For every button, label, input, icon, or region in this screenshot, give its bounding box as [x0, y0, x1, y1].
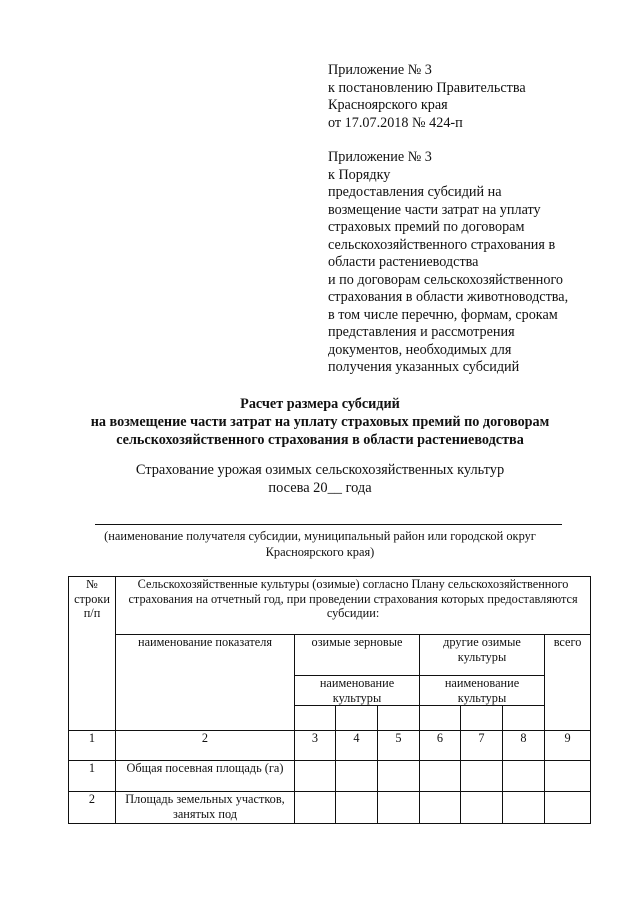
table-cell: [378, 706, 420, 731]
table-cell: [545, 792, 591, 824]
row-label: Общая посевная площадь (га): [116, 761, 295, 792]
table-cell: [503, 761, 545, 792]
appendix-line: возмещение части затрат на уплату: [328, 201, 541, 218]
appendix-line: представления и рассмотрения: [328, 324, 515, 340]
recipient-blank-line: [95, 524, 562, 525]
header-total: всего: [545, 635, 591, 731]
header-crops: Сельскохозяйственные культуры (озимые) согласно Плану сельскохозяйственного страхования на отчетный год, при проведении страхования которых предоставляются субсидии:: [116, 577, 591, 635]
column-number: 8: [503, 731, 545, 761]
table-cell: [420, 761, 461, 792]
document-title: [0, 395, 640, 449]
table-cell: [336, 761, 378, 792]
row-number: 2: [69, 792, 116, 824]
column-number: 4: [336, 731, 378, 761]
appendix-line: страховых премий по договорам: [328, 219, 525, 235]
header-other-winter: другие озимые культуры: [420, 635, 545, 676]
table-cell: [295, 792, 336, 824]
title-line-1: Расчет размера субсидий: [240, 396, 400, 412]
table-cell: [503, 792, 545, 824]
appendix-line: области растениеводства: [328, 254, 479, 270]
table-row: [69, 761, 591, 792]
table-row: [69, 792, 591, 824]
table-cell: [336, 706, 378, 731]
document-subtitle: [0, 461, 640, 497]
appendix-line: Приложение № 3: [328, 149, 432, 165]
table-cell: [461, 706, 503, 731]
appendix-line: к постановлению Правительства: [328, 79, 526, 96]
title-line-3: сельскохозяйственного страхования в области растениеводства: [116, 432, 524, 448]
row-number: 1: [69, 761, 116, 792]
appendix-line: к Порядку: [328, 166, 391, 183]
column-number: 7: [461, 731, 503, 761]
table-cell: [336, 792, 378, 824]
table-cell: [378, 792, 420, 824]
appendix-line: документов, необходимых для: [328, 341, 512, 358]
column-number: 9: [545, 731, 591, 761]
table-cell: [503, 706, 545, 731]
column-number: 5: [378, 731, 420, 761]
title-line-2: на возмещение части затрат на уплату страховых премий по договорам: [90, 414, 550, 430]
appendix-line: предоставления субсидий на: [328, 184, 502, 200]
appendix-line: Приложение № 3: [328, 62, 432, 78]
row-label: Площадь земельных участков, занятых под: [116, 792, 295, 824]
header-crop-name: наименование культуры: [295, 676, 420, 706]
column-number: 3: [295, 731, 336, 761]
table-cell: [378, 761, 420, 792]
header-row-number: № строки п/п: [69, 577, 116, 731]
subtitle-line-2: посева 20__ года: [268, 480, 372, 496]
table-cell: [295, 706, 336, 731]
caption-line-2: Красноярского края): [265, 544, 375, 559]
table-cell: [420, 792, 461, 824]
header-winter-grain: озимые зерновые: [295, 635, 420, 676]
column-number-row: [69, 731, 591, 761]
appendix-line: и по договорам сельскохозяйственного: [328, 271, 563, 288]
table-cell: [295, 761, 336, 792]
subtitle-line-1: Страхование урожая озимых сельскохозяйственных культур: [135, 462, 505, 478]
table-cell: [461, 761, 503, 792]
appendix-line: страхования в области животноводства,: [328, 289, 569, 305]
table-cell: [461, 792, 503, 824]
column-number: 6: [420, 731, 461, 761]
appendix-header: [328, 62, 608, 377]
header-crop-name: наименование культуры: [420, 676, 545, 706]
recipient-caption: [0, 529, 640, 560]
caption-line-1: (наименование получателя субсидии, муниципальный район или городской округ: [104, 529, 536, 543]
table-cell: [545, 761, 591, 792]
appendix-line: получения указанных субсидий: [328, 359, 520, 375]
column-number: 1: [69, 731, 116, 761]
appendix-line: сельскохозяйственного страхования в: [328, 236, 556, 253]
header-indicator: наименование показателя: [116, 635, 295, 731]
calculation-table: [68, 576, 591, 824]
appendix-line: в том числе перечню, формам, срокам: [328, 306, 558, 323]
appendix-gap: [328, 132, 608, 149]
table-cell: [420, 706, 461, 731]
appendix-line: Красноярского края: [328, 97, 448, 113]
appendix-line: от 17.07.2018 № 424-п: [328, 114, 463, 131]
column-number: 2: [116, 731, 295, 761]
